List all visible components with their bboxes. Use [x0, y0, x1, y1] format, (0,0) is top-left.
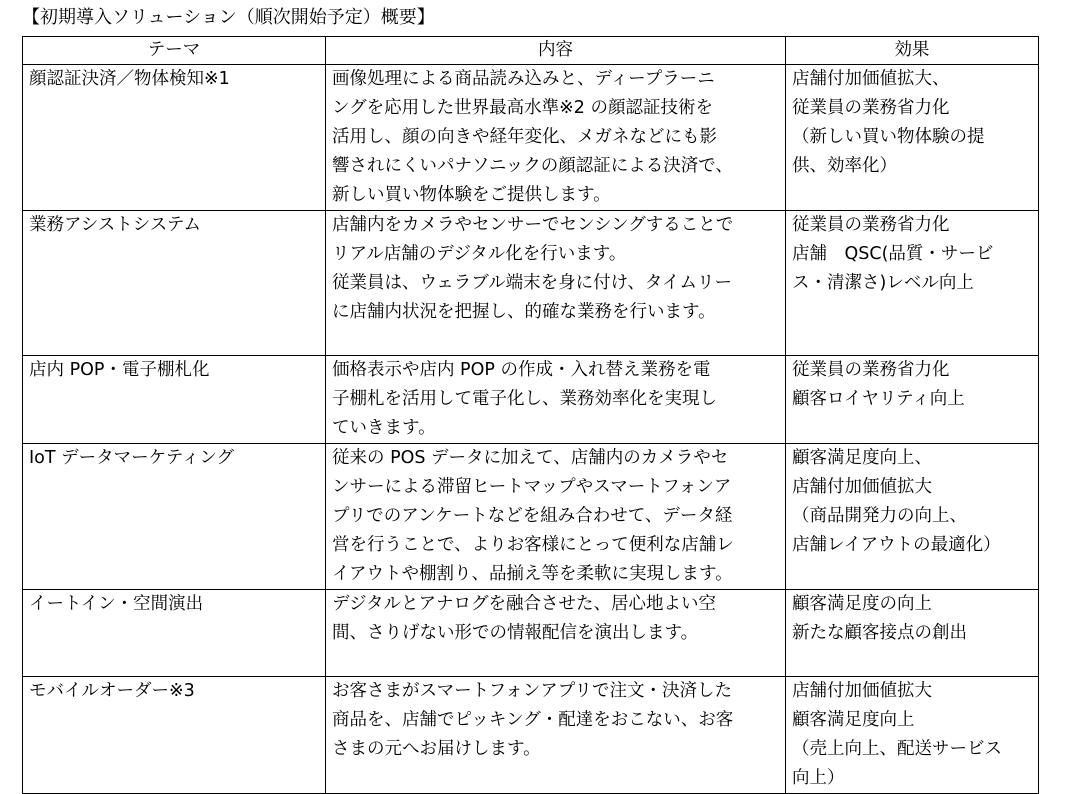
- header-theme: テーマ: [23, 37, 326, 65]
- effect-cell: [786, 65, 1039, 211]
- effect-cell: [786, 356, 1039, 444]
- effect-cell: [786, 211, 1039, 356]
- theme-cell: 顔認証決済／物体検知※1: [23, 65, 326, 211]
- content-line: さまの元へお届けします。: [332, 739, 541, 759]
- content-line: 活用し、顔の向きや経年変化、メガネなどにも影: [332, 127, 717, 147]
- content-cell: [326, 590, 786, 677]
- theme-cell: 店内 POP・電子棚札化: [23, 356, 326, 444]
- content-line: デジタルとアナログを融合させた、居心地よい空: [332, 594, 716, 614]
- content-line: 価格表示や店内 POP の作成・入れ替え業務を電: [332, 360, 711, 380]
- effect-line: 顧客ロイヤリティ向上: [792, 389, 965, 409]
- content-cell: [326, 65, 786, 211]
- document-title: 【初期導入ソリューション（順次開始予定）概要】: [22, 7, 435, 28]
- content-cell: [326, 444, 786, 590]
- content-line: 新しい買い物体験をご提供します。: [332, 185, 611, 205]
- effect-line: （商品開発力の向上、: [792, 506, 967, 526]
- content-line: ングを応用した世界最高水準※2 の顔認証技術を: [332, 98, 714, 118]
- content-line: 従業員は、ウェラブル端末を身に付け、タイムリー: [332, 273, 733, 293]
- theme-cell: IoT データマーケティング: [23, 444, 326, 590]
- content-line: プリでのアンケートなどを組み合わせて、データ経: [332, 506, 733, 526]
- header-effect: 効果: [786, 37, 1039, 65]
- table-row: [23, 65, 1039, 211]
- content-cell: [326, 356, 786, 444]
- content-line: ンサーによる滞留ヒートマップやスマートフォンア: [332, 477, 732, 497]
- table-row: [23, 590, 1039, 677]
- effect-line: 店舗 QSC(品質・サービ: [792, 244, 994, 264]
- effect-line: 新たな顧客接点の創出: [792, 623, 967, 643]
- content-line: に店舗内状況を把握し、的確な業務を行います。: [332, 302, 716, 322]
- content-line: 響されにくいパナソニックの顔認証による決済で、: [332, 156, 733, 176]
- content-cell: [326, 211, 786, 356]
- theme-cell: イートイン・空間演出: [23, 590, 326, 677]
- content-cell: [326, 677, 786, 794]
- effect-cell: [786, 590, 1039, 677]
- effect-line: 顧客満足度の向上: [792, 594, 932, 614]
- solutions-table: [22, 36, 1039, 794]
- effect-line: （新しい買い物体験の提: [792, 127, 985, 147]
- content-line: お客さまがスマートフォンアプリで注文・決済した: [332, 681, 733, 701]
- effect-line: 店舗付加価値拡大: [792, 477, 932, 497]
- content-line: ていきます。: [332, 418, 436, 438]
- table-row: [23, 211, 1039, 356]
- effect-line: 店舗付加価値拡大: [792, 681, 932, 701]
- effect-line: ス・清潔さ)レベル向上: [792, 273, 974, 293]
- effect-line: 供、効率化）: [792, 156, 897, 176]
- effect-line: 従業員の業務省力化: [792, 360, 950, 380]
- header-content: 内容: [326, 37, 786, 65]
- effect-cell: [786, 677, 1039, 794]
- content-line: 営を行うことで、よりお客様にとって便利な店舗レ: [332, 535, 734, 555]
- effect-line: 向上）: [792, 768, 845, 788]
- content-line: 間、さりげない形での情報配信を演出します。: [332, 623, 699, 643]
- content-line: リアル店舗のデジタル化を行います。: [332, 244, 627, 264]
- effect-line: 従業員の業務省力化: [792, 98, 950, 118]
- content-line: 従来の POS データに加えて、店舗内のカメラやセ: [332, 448, 729, 468]
- theme-cell: モバイルオーダー※3: [23, 677, 326, 794]
- effect-line: 顧客満足度向上、: [792, 448, 932, 468]
- effect-line: 店舗レイアウトの最適化）: [792, 535, 1001, 555]
- table-row: [23, 444, 1039, 590]
- content-line: 子棚札を活用して電子化し、業務効率化を実現し: [332, 389, 717, 409]
- table-row: [23, 356, 1039, 444]
- theme-cell: 業務アシストシステム: [23, 211, 326, 356]
- effect-line: （売上向上、配送サービス: [792, 739, 1002, 759]
- effect-line: 店舗付加価値拡大、: [792, 69, 950, 89]
- table-row: [23, 677, 1039, 794]
- content-line: 商品を、店舗でピッキング・配達をおこない、お客: [332, 710, 734, 730]
- effect-line: 従業員の業務省力化: [792, 215, 950, 235]
- content-line: 画像処理による商品読み込みと、ディープラーニ: [332, 69, 715, 89]
- effect-line: 顧客満足度向上: [792, 710, 915, 730]
- header-row: [23, 37, 1039, 65]
- content-line: 店舗内をカメラやセンサーでセンシングすることで: [332, 215, 734, 235]
- effect-cell: [786, 444, 1039, 590]
- content-line: イアウトや棚割り、品揃え等を柔軟に実現します。: [332, 564, 733, 584]
